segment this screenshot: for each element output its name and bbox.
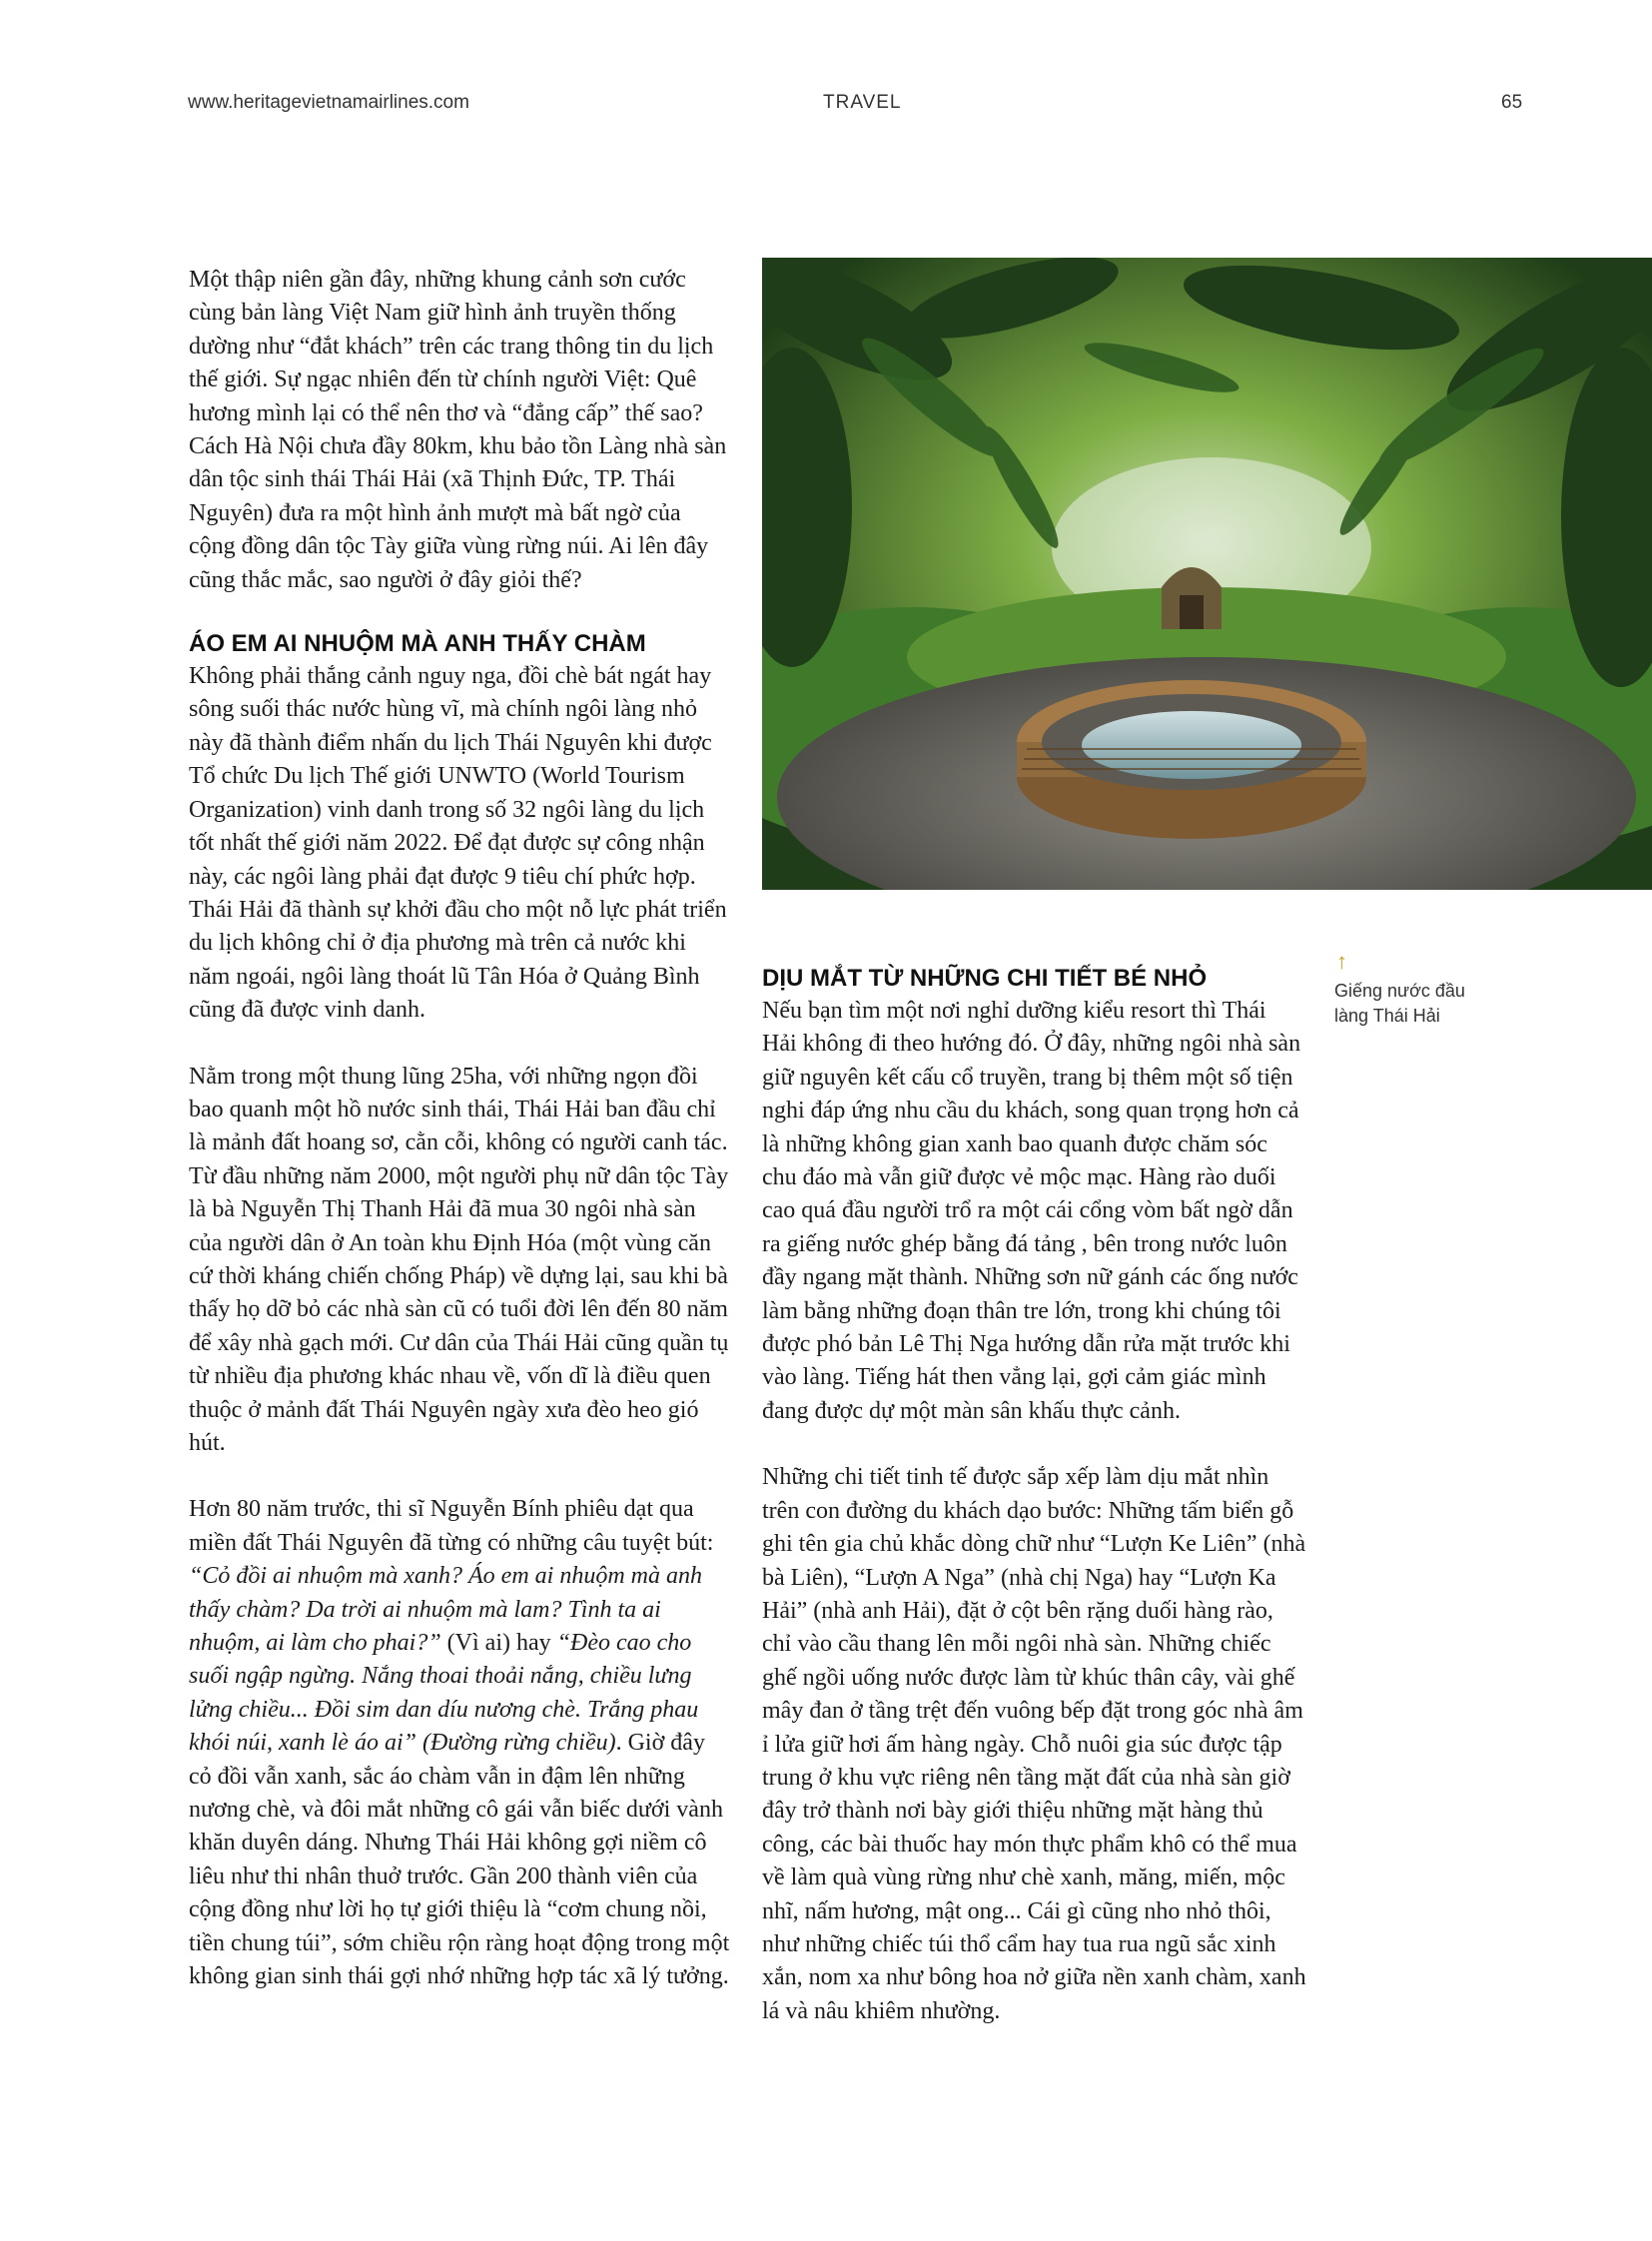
caption-text: Giếng nước đầu làng Thái Hải <box>1334 981 1465 1026</box>
poem-paragraph <box>189 1493 733 1993</box>
well-photo <box>762 258 1652 890</box>
left-column <box>189 264 733 1994</box>
section-heading-1: ÁO EM AI NHUỘM MÀ ANH THẤY CHÀM <box>189 630 646 658</box>
paragraph: Những chi tiết tinh tế được sắp xếp làm dịu mắt nhìn trên con đường du khách dạo bước: Những tấm biển gỗ ghi tên gia chủ khắc dòng chữ như “Lượn Ke Liên” (nhà bà Liên), “Lượn A Nga” (nhà chị Nga) hay “Lượn Ka Hải” (nhà anh Hải), đặt ở cột bên rặng duối hàng rào, chỉ vào cầu thang lên mỗi ngôi nhà sàn. Những chiếc ghế ngồi uống nước được làm từ khúc thân cây, vài ghế mây đan ở tầng trệt đến vuông bếp đặt trong góc nhà âm ỉ lửa giữ hơi ấm hàng ngày. Chỗ nuôi gia súc được tập trung ở khu vực riêng nên tầng mặt đất của nhà sàn giờ đây trở thành nơi bày giới thiệu những mặt hàng thủ công, các bài thuốc hay món thực phẩm khô có thể mua về làm quà vùng rừng như chè xanh, măng, miến, mộc nhĩ, nấm hương, mật ong... Cái gì cũng nho nhỏ thôi, như những chiếc túi thổ cẩm hay tua rua ngũ sắc xinh xắn, nom xa như bông hoa nở giữa nền xanh chàm, xanh lá và nâu khiêm nhường. <box>762 1464 1306 2024</box>
section-heading-2: DỊU MẮT TỪ NHỮNG CHI TIẾT BÉ NHỎ <box>762 965 1208 992</box>
paragraph: Không phải thắng cảnh nguy nga, đồi chè bát ngát hay sông suối thác nước hùng vĩ, mà chính ngôi làng nhỏ này đã thành điểm nhấn du lịch Thái Nguyên khi được Tổ chức Du lịch Thế giới UNWTO (World Tourism Organization) vinh danh trong số 32 ngôi làng du lịch tốt nhất thế giới năm 2022. Để đạt được sự công nhận này, các ngôi làng phải đạt được 9 tiêu chí phức hợp. Thái Hải đã thành sự khởi đầu cho một nỗ lực phát triển du lịch không chỉ ở địa phương mà trên cả nước khi năm ngoái, ngôi làng thoát lũ Tân Hóa ở Quảng Bình cũng đã được vinh danh. <box>189 663 727 1024</box>
page-number: 65 <box>1501 92 1523 113</box>
arrow-up-icon: ↑ <box>1336 949 1347 974</box>
intro-paragraph: Một thập niên gần đây, những khung cảnh sơn cước cùng bản làng Việt Nam giữ hình ảnh truyền thống dường như “đắt khách” trên các trang thông tin du lịch thế giới. Sự ngạc nhiên đến từ chính người Việt: Quê hương mình lại có thể nên thơ và “đẳng cấp” thế sao? Cách Hà Nội chưa đầy 80km, khu bảo tồn Làng nhà sàn dân tộc sinh thái Thái Hải (xã Thịnh Đức, TP. Thái Nguyên) đưa ra một hình ảnh mượt mà bất ngờ của cộng đồng dân tộc Tày giữa vùng rừng núi. Ai lên đây cũng thắc mắc, sao người ở đây giỏi thế? <box>189 267 727 593</box>
text-run: Hơn 80 năm trước, thi sĩ Nguyễn Bính phiêu dạt qua miền đất Thái Nguyên đã từng có những câu tuyệt bút: <box>189 1496 714 1556</box>
section-label: TRAVEL <box>823 92 902 113</box>
paragraph: Nằm trong một thung lũng 25ha, với những ngọn đồi bao quanh một hồ nước sinh thái, Thái Hải ban đầu chỉ là mảnh đất hoang sơ, cằn cỗi, không có người canh tác. Từ đầu những năm 2000, một người phụ nữ dân tộc Tày là bà Nguyễn Thị Thanh Hải đã mua 30 ngôi nhà sàn của người dân ở An toàn khu Định Hóa (một vùng căn cứ thời kháng chiến chống Pháp) về dựng lại, sau khi bà thấy họ dỡ bỏ các nhà sàn cũ có tuổi đời lên đến 80 năm để xây nhà gạch mới. Cư dân của Thái Hải cũng quần tụ từ nhiều địa phương khác nhau về, vốn dĩ là điều quen thuộc ở mảnh đất Thái Nguyên ngày xưa đèo heo gió hút. <box>189 1063 729 1456</box>
poem-quote: “Đèo cao cho suối ngập ngừng. Nắng thoai thoải nắng, chiều lưng lửng chiều... Đồi sim dan díu nương chè. Trắng phau khói núi, xanh lè áo ai” (Đường rừng chiều) <box>189 1630 699 1757</box>
text-run: (Vì ai) hay <box>440 1630 557 1657</box>
right-column <box>762 962 1306 2028</box>
poem-quote: “Cỏ đồi ai nhuộm mà xanh? Áo em ai nhuộm mà anh thấy chàm? Da trời ai nhuộm mà lam? Tình ta ai nhuộm, ai làm cho phai?” <box>189 1563 702 1657</box>
text-run: . Giờ đây cỏ đồi vẫn xanh, sắc áo chàm vẫn in đậm lên những nương chè, và đôi mắt những cô gái vẫn biếc dưới vành khăn duyên dáng. Nhưng Thái Hải không gợi niềm cô liêu như thi nhân thuở trước. Gần 200 thành viên của cộng đồng như lời họ tự giới thiệu là “cơm chung nồi, tiền chung túi”, sớm chiều rộn ràng hoạt động trong một không gian sinh thái gợi nhớ những hợp tác xã lý tưởng. <box>189 1730 730 1990</box>
photo-caption <box>1334 951 1494 1029</box>
site-url: www.heritagevietnamairlines.com <box>188 92 469 113</box>
well-illustration <box>762 258 1652 890</box>
paragraph: Nếu bạn tìm một nơi nghỉ dưỡng kiểu resort thì Thái Hải không đi theo hướng đó. Ở đây, những ngôi nhà sàn giữ nguyên kết cấu cổ truyền, trang bị thêm một số tiện nghi đáp ứng nhu cầu du khách, song quan trọng hơn cả là những không gian xanh bao quanh được chăm sóc chu đáo mà vẫn giữ được vẻ mộc mạc. Hàng rào duối cao quá đầu người trổ ra một cái cổng vòm bất ngờ dẫn ra giếng nước ghép bằng đá tảng , bên trong nước luôn đầy ngang mặt thành. Những sơn nữ gánh các ống nước làm bằng những đoạn thân tre lớn, trong khi chúng tôi được phó bản Lê Thị Nga hướng dẫn rửa mặt trước khi vào làng. Tiếng hát then vẳng lại, gợi cảm giác mình đang được dự một màn sân khấu thực cảnh. <box>762 998 1301 1424</box>
